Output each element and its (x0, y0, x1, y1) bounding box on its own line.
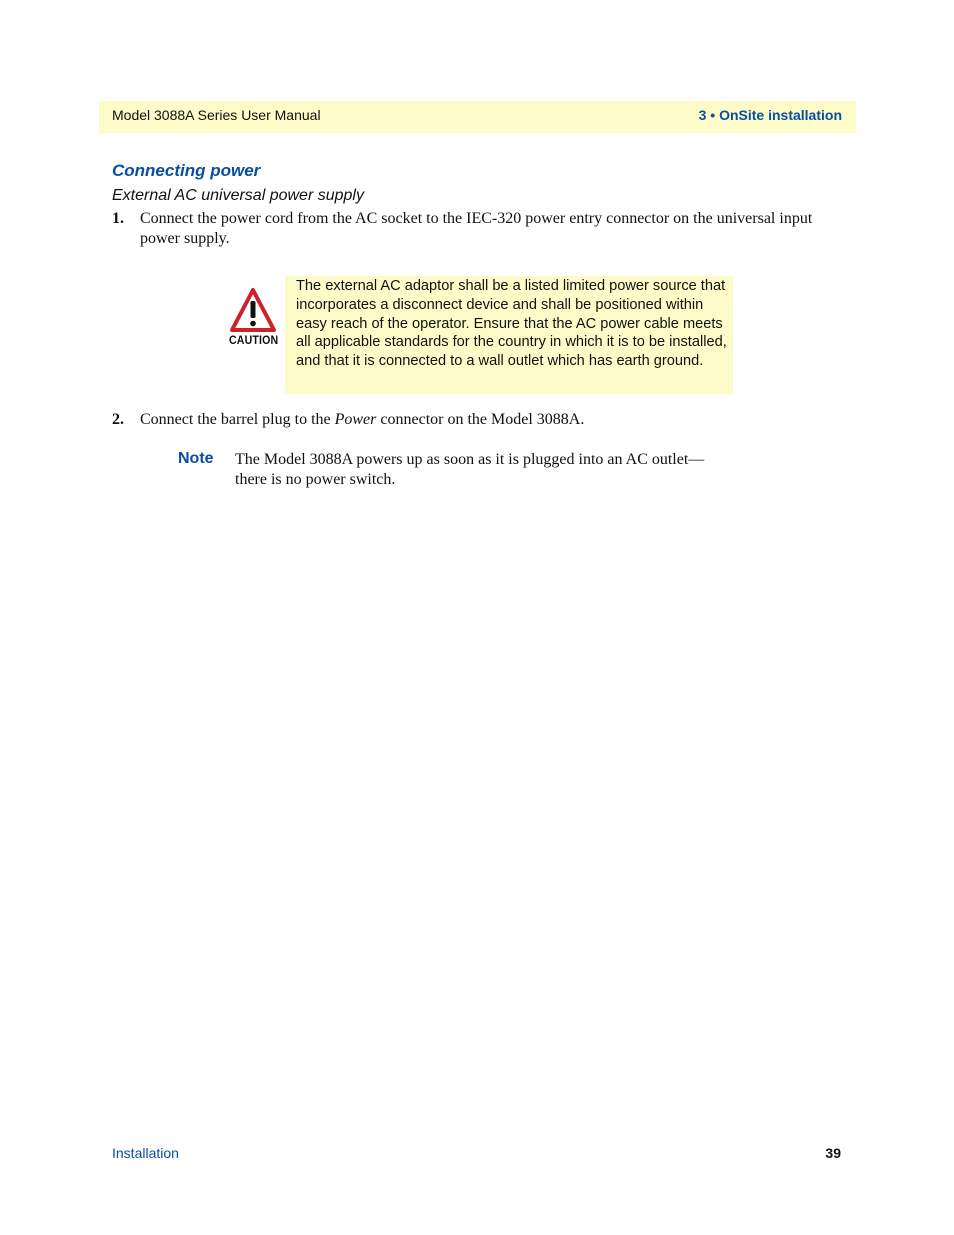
chapter-title: 3 • OnSite installation (698, 107, 842, 123)
step-number: 1. (112, 210, 124, 227)
caution-label: CAUTION (229, 333, 279, 347)
step-text-after: connector on the Model 3088A. (376, 411, 585, 428)
caution-box: The external AC adaptor shall be a listed limited power source that incorporates a disconnect device and shall be positioned within easy reach of the operator. Ensure that the AC power cable meets all applicable standards for the country in which it is to be installed, and that it is connected to a wall outlet which has earth ground. (285, 276, 733, 394)
page-number: 39 (825, 1145, 841, 1161)
note-label: Note (178, 450, 214, 467)
page-header (99, 101, 856, 133)
subsection-title: External AC universal power supply (112, 187, 364, 204)
power-emphasis: Power (334, 411, 377, 428)
step-text: Connect the power cord from the AC socket to the IEC-320 power entry connector on the universal input power supply. (140, 210, 813, 247)
section-title: Connecting power (112, 161, 261, 180)
manual-title: Model 3088A Series User Manual (112, 107, 321, 123)
step-number: 2. (112, 411, 124, 428)
step-text (140, 410, 845, 430)
note-text: The Model 3088A powers up as soon as it is plugged into an AC outlet—there is no power switch. (235, 451, 705, 488)
step-text-before: Connect the barrel plug to the (140, 411, 335, 428)
footer-section-name: Installation (112, 1145, 179, 1161)
